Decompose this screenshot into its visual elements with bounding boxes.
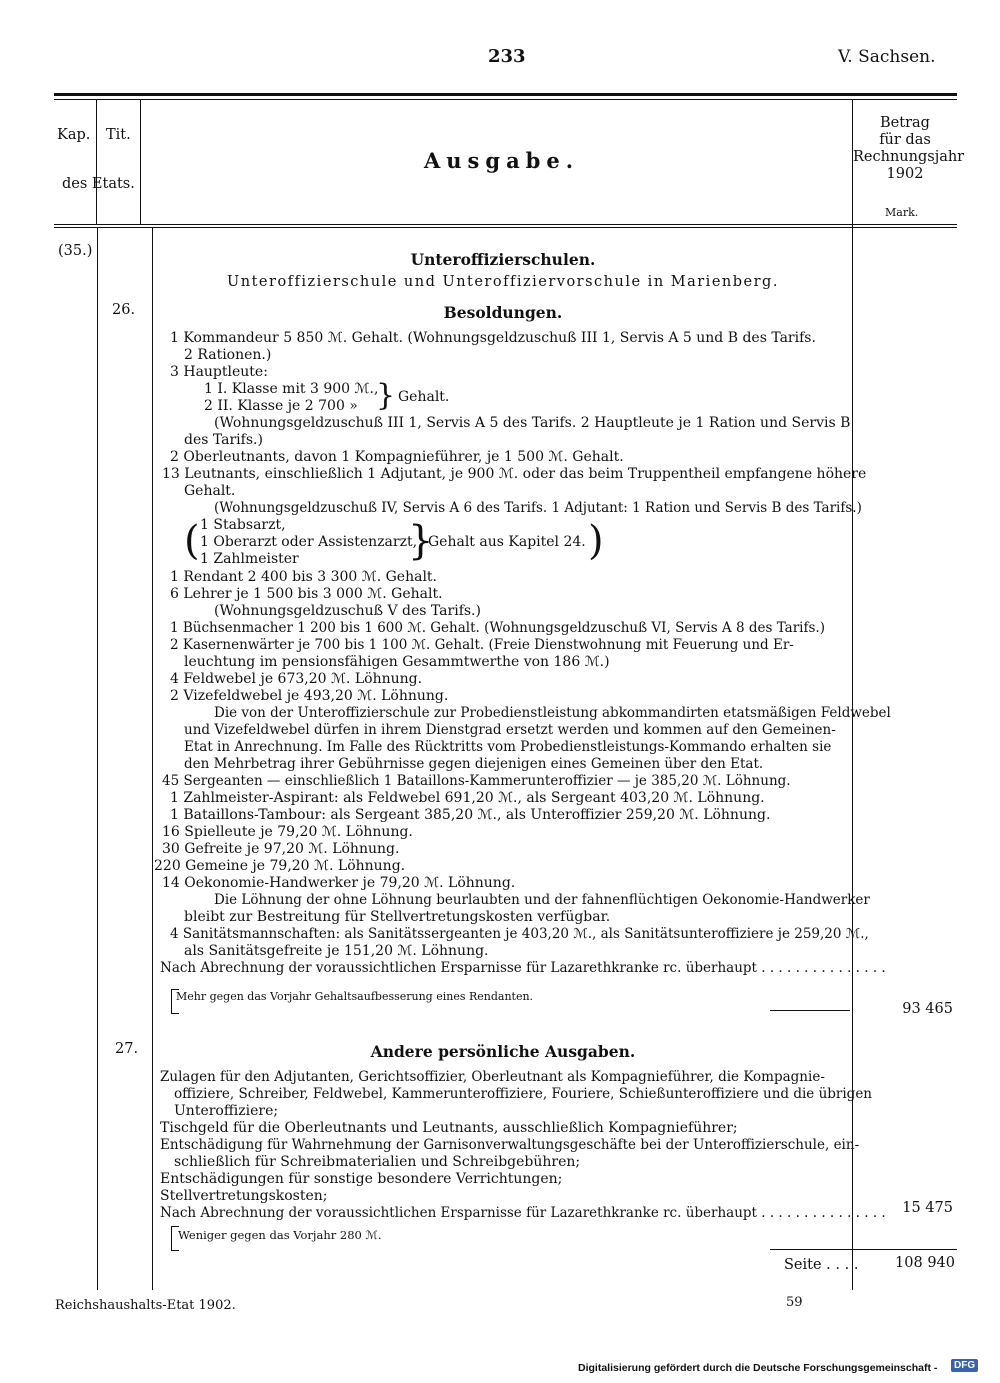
tit26-line: 1 Oberarzt oder Assistenzarzt, xyxy=(200,534,418,550)
rechnungsjahr-label: Rechnungsjahr xyxy=(853,149,965,165)
header-kap: Kap. xyxy=(57,127,91,143)
fuer-das-label: für das xyxy=(879,132,931,148)
tit26-line: 1 Stabsarzt, xyxy=(200,517,286,533)
brace-open-paren: ( xyxy=(184,518,200,564)
tit26-line: Nach Abrechnung der voraussichtlichen Ersparnisse für Lazarethkranke rc. überhaupt . . . . . . . . . . . . . . . xyxy=(160,960,886,976)
footer-digitalization: Digitalisierung gefördert durch die Deutsche Forschungsgemeinschaft - xyxy=(578,1362,938,1374)
tit26-line: 4 Feldwebel je 673,20 ℳ. Löhnung. xyxy=(170,671,423,687)
top-rule-thick xyxy=(54,93,957,96)
tit26-line: 16 Spielleute je 79,20 ℳ. Löhnung. xyxy=(162,824,413,840)
tit26-line: des Tarifs.) xyxy=(184,432,263,448)
mark-label: Mark. xyxy=(885,206,919,219)
tit26-line: 1 I. Klasse mit 3 900 ℳ., xyxy=(204,381,379,397)
tit26-line: 1 Büchsenmacher 1 200 bis 1 600 ℳ. Gehalt. (Wohnungsgeldzuschuß VI, Servis A 8 des Tarifs.) xyxy=(170,620,825,636)
section-subtitle: Unteroffizierschule und Unteroffiziervorschule in Marienberg. xyxy=(227,274,779,290)
header-tit: Tit. xyxy=(106,127,131,143)
tit26-line: 2 Vizefeldwebel je 493,20 ℳ. Löhnung. xyxy=(170,688,449,704)
tit26-line: 1 Zahlmeister xyxy=(200,551,299,567)
footer-left: Reichshaushalts-Etat 1902. xyxy=(55,1298,236,1313)
tit27-heading: Andere persönliche Ausgaben. xyxy=(370,1042,636,1061)
header-betrag xyxy=(853,115,965,183)
tit26-line: 30 Gefreite je 97,20 ℳ. Löhnung. xyxy=(162,841,400,857)
tit26-line: 1 Kommandeur 5 850 ℳ. Gehalt. (Wohnungsgeldzuschuß III 1, Servis A 5 und B des Tarifs. xyxy=(170,330,816,346)
state-label: V. Sachsen. xyxy=(838,47,936,67)
seite-label: Seite . . . . xyxy=(784,1257,859,1273)
tit26-line: Die Löhnung der ohne Löhnung beurlaubten und der fahnenflüchtigen Oekonomie-Handwerker xyxy=(214,892,870,908)
tit26-line: Gehalt aus Kapitel 24. xyxy=(428,534,586,550)
tit26-line: 14 Oekonomie-Handwerker je 79,20 ℳ. Löhnung. xyxy=(162,875,516,891)
tit26-note: Mehr gegen das Vorjahr Gehaltsaufbesserung eines Rendanten. xyxy=(176,990,534,1003)
tit26-line: Gehalt. xyxy=(398,389,450,405)
tit27-line: Entschädigungen für sonstige besondere Verrichtungen; xyxy=(160,1171,563,1187)
tit26-line: 1 Zahlmeister-Aspirant: als Feldwebel 691,20 ℳ., als Sergeant 403,20 ℳ. Löhnung. xyxy=(170,790,765,806)
tit26-line: 4 Sanitätsmannschaften: als Sanitätssergeanten je 403,20 ℳ., als Sanitätsunteroffiziere je 259,20 ℳ., xyxy=(170,926,869,942)
tit26-line: 2 Rationen.) xyxy=(184,347,272,363)
tit27-number: 27. xyxy=(115,1041,139,1057)
tit27-line: Stellvertretungskosten; xyxy=(160,1188,328,1204)
tit27-line: Unteroffiziere; xyxy=(174,1103,279,1119)
tit26-amount: 93 465 xyxy=(902,1001,953,1017)
seite-amount: 108 940 xyxy=(895,1255,955,1271)
header-rule xyxy=(54,224,957,225)
col-divider-tit xyxy=(140,100,141,224)
tit26-line: Gehalt. xyxy=(184,483,236,499)
brace-right: } xyxy=(376,378,396,413)
col-divider-tit-body xyxy=(97,228,98,1290)
kapitel-number: (35.) xyxy=(58,243,93,259)
tit27-line: offiziere, Schreiber, Feldwebel, Kammerunteroffiziere, Fouriere, Schießunteroffiziere und die übrigen xyxy=(174,1086,873,1102)
col-divider-text xyxy=(152,228,153,1290)
dfg-logo: DFG xyxy=(951,1359,978,1372)
tit27-line: Zulagen für den Adjutanten, Gerichtsoffizier, Oberleutnant als Kompagnieführer, die Kompagnie- xyxy=(160,1069,825,1085)
note2-bracket-h xyxy=(171,1226,179,1227)
tit26-line: 2 Kasernenwärter je 700 bis 1 100 ℳ. Gehalt. (Freie Dienstwohnung mit Feuerung und Er- xyxy=(170,637,794,653)
tit27-line: Tischgeld für die Oberleutnants und Leutnants, ausschließlich Kompagnieführer; xyxy=(160,1120,738,1136)
header-des-etats: des Etats. xyxy=(62,176,135,192)
tit26-line: 6 Lehrer je 1 500 bis 3 000 ℳ. Gehalt. xyxy=(170,586,443,602)
tit27-amount: 15 475 xyxy=(902,1200,953,1216)
note2-bracket-h2 xyxy=(171,1250,179,1251)
year-label: 1902 xyxy=(886,166,924,182)
tit27-line: Nach Abrechnung der voraussichtlichen Ersparnisse für Lazarethkranke rc. überhaupt . . . . . . . . . . . . . . . xyxy=(160,1205,886,1221)
tit26-line: 3 Hauptleute: xyxy=(170,364,268,380)
betrag-label: Betrag xyxy=(880,115,930,131)
header-title: Ausgabe. xyxy=(424,148,580,173)
tit27-line: Entschädigung für Wahrnehmung der Garnisonverwaltungsgeschäfte bei der Unteroffizierschule, ein- xyxy=(160,1137,860,1153)
tit26-line: 2 Oberleutnants, davon 1 Kompagnieführer, je 1 500 ℳ. Gehalt. xyxy=(170,449,624,465)
tit26-line: (Wohnungsgeldzuschuß III 1, Servis A 5 des Tarifs. 2 Hauptleute je 1 Ration und Servis B xyxy=(214,415,851,431)
note-bracket-h2 xyxy=(171,1013,179,1014)
tit26-line: (Wohnungsgeldzuschuß V des Tarifs.) xyxy=(214,603,481,619)
tit27-line: schließlich für Schreibmaterialien und Schreibgebühren; xyxy=(174,1154,581,1170)
tit26-line: 1 Rendant 2 400 bis 3 300 ℳ. Gehalt. xyxy=(170,569,437,585)
seite-rule-left xyxy=(770,1249,852,1250)
tit26-line: Die von der Unteroffizierschule zur Probedienstleistung abkommandirten etatsmäßigen Feldwebel xyxy=(214,705,891,721)
tit26-line: 2 II. Klasse je 2 700 » xyxy=(204,398,358,414)
tit26-line: den Mehrbetrag ihrer Gebührnisse gegen diejenigen eines Gemeinen über den Etat. xyxy=(184,756,764,772)
page-number: 233 xyxy=(488,46,526,67)
tit26-heading: Besoldungen. xyxy=(443,303,563,322)
tit26-line: als Sanitätsgefreite je 151,20 ℳ. Löhnung. xyxy=(184,943,489,959)
tit26-line: (Wohnungsgeldzuschuß IV, Servis A 6 des Tarifs. 1 Adjutant: 1 Ration und Servis B des Tarifs.) xyxy=(214,500,862,516)
tit27-note: Weniger gegen das Vorjahr 280 ℳ. xyxy=(178,1228,382,1242)
tit26-sum-rule xyxy=(770,1010,850,1011)
col-divider-kap xyxy=(96,100,97,224)
tit26-line: leuchtung im pensionsfähigen Gesammtwerthe von 186 ℳ.) xyxy=(184,654,610,670)
tit26-line: und Vizefeldwebel dürfen in ihrem Dienstgrad ersetzt werden und kommen auf den Gemeinen- xyxy=(184,722,836,738)
tit26-line: Etat in Anrechnung. Im Falle des Rücktritts vom Probedienstleistungs-Kommando erhalten sie xyxy=(184,739,832,755)
top-rule-thin xyxy=(54,99,957,100)
tit26-number: 26. xyxy=(112,302,136,318)
tit26-line: 220 Gemeine je 79,20 ℳ. Löhnung. xyxy=(154,858,406,874)
tit26-line: 13 Leutnants, einschließlich 1 Adjutant, je 900 ℳ. oder das beim Truppentheil empfangene höhere xyxy=(162,466,867,482)
tit26-line: 1 Bataillons-Tambour: als Sergeant 385,20 ℳ., als Unteroffizier 259,20 ℳ. Löhnung. xyxy=(170,807,771,823)
note2-bracket-v xyxy=(171,1226,172,1251)
brace-close-paren: ) xyxy=(588,518,604,564)
header-rule-2 xyxy=(54,227,957,228)
brace-right-2: } xyxy=(408,518,434,564)
note-bracket-v xyxy=(171,989,172,1014)
seite-rule-right xyxy=(853,1249,957,1250)
footer-center: 59 xyxy=(786,1295,803,1310)
tit26-line: 45 Sergeanten — einschließlich 1 Bataillons-Kammerunteroffizier — je 385,20 ℳ. Löhnung. xyxy=(162,773,791,789)
section-title: Unteroffizierschulen. xyxy=(410,250,596,269)
tit26-line: bleibt zur Bestreitung für Stellvertretungskosten verfügbar. xyxy=(184,909,611,925)
